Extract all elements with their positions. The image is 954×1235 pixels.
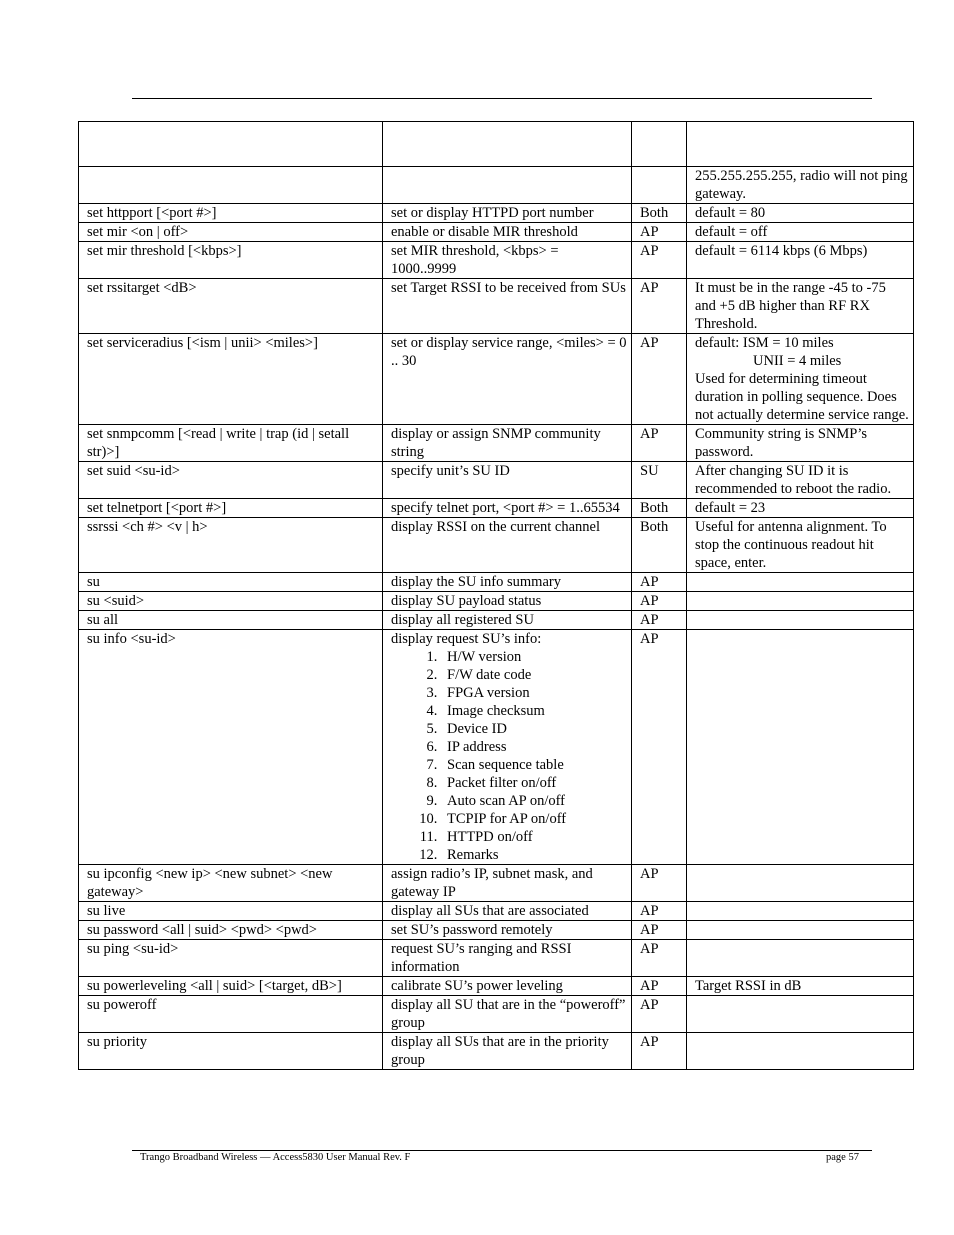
table-row (79, 223, 914, 242)
list-item: 8. Packet filter on/off (441, 774, 627, 792)
command-cell: set snmpcomm [<read | write | trap (id | setall str)>] (79, 425, 383, 462)
list-item: 7. Scan sequence table (441, 756, 627, 774)
description-cell: specify telnet port, <port #> = 1..65534 (383, 499, 632, 518)
list-item: 9. Auto scan AP on/off (441, 792, 627, 810)
list-item: 11. HTTPD on/off (441, 828, 627, 846)
mode-cell: AP (632, 242, 687, 279)
notes-cell: After changing SU ID it is recommended to reboot the radio. (687, 462, 914, 499)
notes-cell: Target RSSI in dB (687, 977, 914, 996)
mode-cell: AP (632, 940, 687, 977)
su-info-list (391, 648, 627, 864)
table-row (79, 977, 914, 996)
command-cell: set mir threshold [<kbps>] (79, 242, 383, 279)
mode-cell: AP (632, 611, 687, 630)
command-cell: su priority (79, 1033, 383, 1070)
notes-cell (687, 573, 914, 592)
description-text: display request SU’s info: (391, 631, 542, 647)
list-item: 2. F/W date code (441, 666, 627, 684)
description-cell: calibrate SU’s power leveling (383, 977, 632, 996)
table-row (79, 573, 914, 592)
command-cell: su powerleveling <all | suid> [<target, dB>] (79, 977, 383, 996)
table-row (79, 1033, 914, 1070)
command-cell: su ipconfig <new ip> <new subnet> <new gateway> (79, 865, 383, 902)
table-row (79, 630, 914, 865)
mode-cell: Both (632, 499, 687, 518)
notes-cell (687, 592, 914, 611)
description-cell: set SU’s password remotely (383, 921, 632, 940)
description-cell: enable or disable MIR threshold (383, 223, 632, 242)
table-row (79, 592, 914, 611)
notes-cell (687, 630, 914, 865)
table-row (79, 996, 914, 1033)
page-number: page 57 (826, 1152, 859, 1163)
mode-cell: AP (632, 902, 687, 921)
table-row (79, 425, 914, 462)
notes-cell (687, 996, 914, 1033)
description-cell: set Target RSSI to be received from SUs (383, 279, 632, 334)
mode-cell: AP (632, 1033, 687, 1070)
footer-rule (132, 1150, 872, 1151)
description-cell: assign radio’s IP, subnet mask, and gateway IP (383, 865, 632, 902)
mode-cell: AP (632, 630, 687, 865)
description-cell: display all SU that are in the “poweroff” group (383, 996, 632, 1033)
table-row (79, 865, 914, 902)
command-cell: su poweroff (79, 996, 383, 1033)
description-cell: set or display service range, <miles> = 0 .. 30 (383, 334, 632, 425)
mode-cell: SU (632, 462, 687, 499)
list-item: 3. FPGA version (441, 684, 627, 702)
mode-cell: Both (632, 518, 687, 573)
description-cell: display all registered SU (383, 611, 632, 630)
notes-line: UNII = 4 miles (753, 353, 842, 369)
table-row (79, 902, 914, 921)
command-cell: su <suid> (79, 592, 383, 611)
notes-cell: It must be in the range -45 to -75 and +5 dB higher than RF RX Threshold. (687, 279, 914, 334)
command-cell: su all (79, 611, 383, 630)
table-row (79, 611, 914, 630)
notes-cell: Useful for antenna alignment. To stop the continuous readout hit space, enter. (687, 518, 914, 573)
description-cell (383, 167, 632, 204)
notes-cell: default = off (687, 223, 914, 242)
table-row (79, 279, 914, 334)
list-item: 12. Remarks (441, 846, 627, 864)
table-row (79, 334, 914, 425)
list-item: 5. Device ID (441, 720, 627, 738)
description-cell: display all SUs that are associated (383, 902, 632, 921)
table-row (79, 242, 914, 279)
table-row (79, 204, 914, 223)
command-cell: set mir <on | off> (79, 223, 383, 242)
table-row (79, 462, 914, 499)
description-cell (383, 122, 632, 167)
notes-cell (687, 1033, 914, 1070)
notes-cell (687, 611, 914, 630)
command-cell (79, 167, 383, 204)
mode-cell: AP (632, 592, 687, 611)
notes-line: default: ISM = 10 miles (695, 335, 834, 351)
description-cell: set or display HTTPD port number (383, 204, 632, 223)
mode-cell: AP (632, 279, 687, 334)
list-item: 4. Image checksum (441, 702, 627, 720)
command-cell: su password <all | suid> <pwd> <pwd> (79, 921, 383, 940)
notes-cell: Community string is SNMP’s password. (687, 425, 914, 462)
table-row (79, 940, 914, 977)
description-cell: display all SUs that are in the priority group (383, 1033, 632, 1070)
notes-cell: default = 6114 kbps (6 Mbps) (687, 242, 914, 279)
mode-cell: AP (632, 334, 687, 425)
description-cell: set MIR threshold, <kbps> = 1000..9999 (383, 242, 632, 279)
command-cell: su live (79, 902, 383, 921)
table-row (79, 499, 914, 518)
notes-cell: 255.255.255.255, radio will not ping gateway. (687, 167, 914, 204)
mode-cell: Both (632, 204, 687, 223)
notes-cell (687, 902, 914, 921)
description-cell: display SU payload status (383, 592, 632, 611)
command-cell: set suid <su-id> (79, 462, 383, 499)
table-row (79, 921, 914, 940)
mode-cell: AP (632, 977, 687, 996)
mode-cell (632, 167, 687, 204)
mode-cell: AP (632, 425, 687, 462)
notes-cell (687, 921, 914, 940)
notes-cell (687, 940, 914, 977)
footer-title: Trango Broadband Wireless — Access5830 User Manual Rev. F (140, 1152, 411, 1163)
notes-cell (687, 122, 914, 167)
table-row (79, 167, 914, 204)
list-item: 1. H/W version (441, 648, 627, 666)
description-cell: display RSSI on the current channel (383, 518, 632, 573)
list-item: 6. IP address (441, 738, 627, 756)
command-cell: su (79, 573, 383, 592)
command-cell: su info <su-id> (79, 630, 383, 865)
command-cell: set httpport [<port #>] (79, 204, 383, 223)
header-rule (132, 98, 872, 99)
mode-cell: AP (632, 921, 687, 940)
command-table (78, 121, 914, 1070)
notes-cell (687, 334, 914, 425)
notes-cell: default = 80 (687, 204, 914, 223)
command-cell: set telnetport [<port #>] (79, 499, 383, 518)
command-cell: su ping <su-id> (79, 940, 383, 977)
notes-cell: default = 23 (687, 499, 914, 518)
description-cell (383, 630, 632, 865)
table-row (79, 518, 914, 573)
mode-cell: AP (632, 996, 687, 1033)
description-cell: display or assign SNMP community string (383, 425, 632, 462)
command-cell: set serviceradius [<ism | unii> <miles>] (79, 334, 383, 425)
command-cell: set rssitarget <dB> (79, 279, 383, 334)
notes-line: Used for determining timeout duration in polling sequence. Does not actually determine service range. (695, 371, 909, 423)
mode-cell: AP (632, 573, 687, 592)
notes-cell (687, 865, 914, 902)
list-item: 10. TCPIP for AP on/off (441, 810, 627, 828)
mode-cell (632, 122, 687, 167)
command-cell: ssrssi <ch #> <v | h> (79, 518, 383, 573)
table-row (79, 122, 914, 167)
command-cell (79, 122, 383, 167)
mode-cell: AP (632, 223, 687, 242)
description-cell: specify unit’s SU ID (383, 462, 632, 499)
description-cell: request SU’s ranging and RSSI information (383, 940, 632, 977)
mode-cell: AP (632, 865, 687, 902)
description-cell: display the SU info summary (383, 573, 632, 592)
